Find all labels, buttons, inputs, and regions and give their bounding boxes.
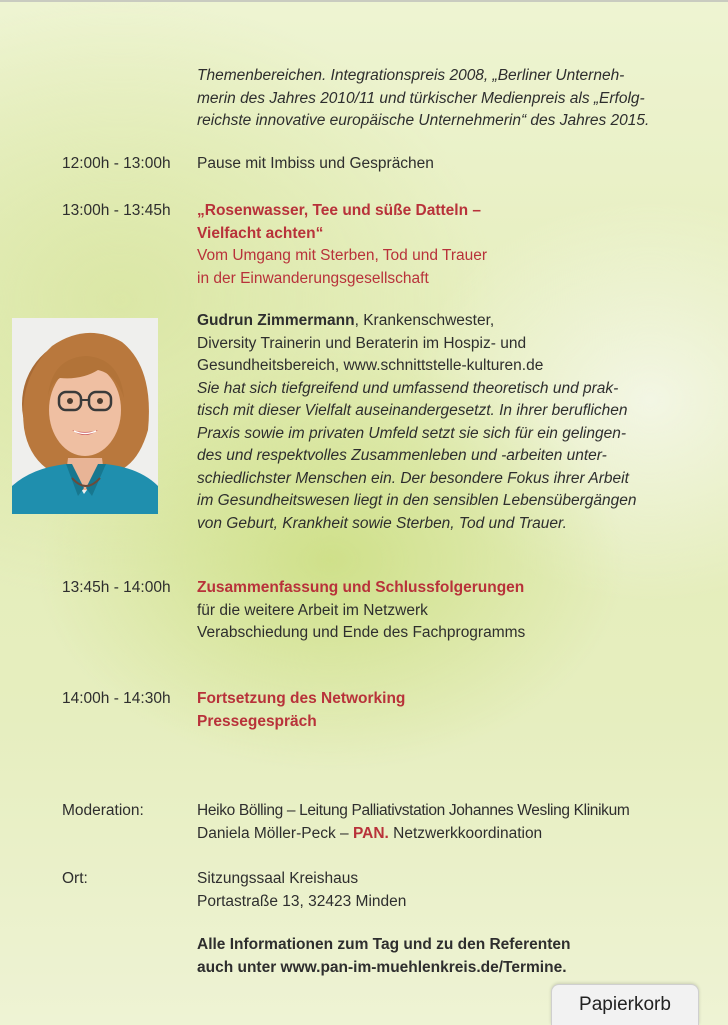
ort-label: Ort: (62, 870, 88, 887)
intro-line: Themenbereichen. Integrationspreis 2008, „Berliner Unterneh- (197, 67, 625, 84)
speaker-portrait (12, 318, 158, 514)
trash-button[interactable]: Papierkorb (551, 984, 699, 1025)
moderation-line-2 (197, 823, 707, 846)
talk-subtitle-line: in der Einwanderungsgesellschaft (197, 269, 429, 287)
top-border (0, 0, 728, 2)
summary-time: 13:45h - 14:00h (62, 579, 171, 596)
pause-text: Pause mit Imbiss und Gesprächen (197, 155, 434, 172)
bio-line: von Geburt, Krankheit sowie Sterben, Tod und Trauer. (197, 514, 567, 532)
intro-line: reichste innovative europäische Unternehmerin“ des Jahres 2015. (197, 112, 650, 129)
moderation-block (197, 800, 707, 845)
moderation-label: Moderation: (62, 802, 144, 819)
moderation-role: Netzwerkkoordination (388, 824, 543, 842)
bio-line: Praxis sowie im privaten Umfeld setzt sie sich für ein gelingen- (197, 424, 627, 442)
bio-line: schiedlichster Menschen ein. Der besondere Fokus ihrer Arbeit (197, 469, 629, 487)
intro-line: merin des Jahres 2010/11 und türkischer Medienpreis als „Erfolg- (197, 89, 645, 107)
ort-block (197, 868, 687, 913)
summary-line: für die weitere Arbeit im Netzwerk (197, 601, 428, 619)
intro-paragraph (197, 65, 687, 133)
bio-line: Sie hat sich tiefgreifend und umfassend theoretisch und prak- (197, 379, 619, 397)
speaker-block (197, 310, 687, 535)
ort-line: Sitzungssaal Kreishaus (197, 870, 359, 887)
networking-title-line: Pressegespräch (197, 712, 317, 730)
bio-line: im Gesundheitswesen liegt in den sensiblen Lebensübergängen (197, 492, 637, 509)
networking-time: 14:00h - 14:30h (62, 690, 171, 707)
ort-line: Portastraße 13, 32423 Minden (197, 892, 407, 910)
networking-block (197, 688, 687, 733)
talk-subtitle-line: Vom Umgang mit Sterben, Tod und Trauer (197, 247, 488, 264)
speaker-heading (197, 310, 687, 333)
speaker-portrait-image (12, 318, 158, 514)
info-line: Alle Informationen zum Tag und zu den Referenten (197, 936, 571, 953)
talk-time: 13:00h - 13:45h (62, 202, 171, 219)
summary-line: Verabschiedung und Ende des Fachprogramms (197, 624, 526, 641)
bio-line: tisch mit dieser Vielfalt auseinandergesetzt. In ihrer beruflichen (197, 402, 628, 419)
summary-title: Zusammenfassung und Schlussfolgerungen (197, 579, 525, 596)
moderation-line: Heiko Bölling – Leitung Palliativstation Johannes Wesling Klinikum (197, 802, 630, 819)
speaker-role: , Krankenschwester, (354, 312, 495, 329)
speaker-name: Gudrun Zimmermann (197, 312, 355, 329)
info-block (197, 934, 687, 979)
info-line: auch unter www.pan-im-muehlenkreis.de/Termine. (197, 958, 567, 976)
summary-block (197, 577, 687, 645)
speaker-line: Gesundheitsbereich, www.schnittstelle-kulturen.de (197, 357, 544, 374)
moderation-name: Daniela Möller-Peck – (197, 824, 353, 842)
networking-title-line: Fortsetzung des Networking (197, 690, 406, 707)
talk-title-line: Vielfacht achten“ (197, 224, 324, 242)
bio-line: des und respektvolles Zusammenleben und -arbeiten unter- (197, 447, 607, 464)
pan-brand: PAN. (352, 824, 389, 842)
talk-block (197, 200, 687, 290)
speaker-line: Diversity Trainerin und Beraterin im Hospiz- und (197, 334, 527, 352)
talk-title-line: „Rosenwasser, Tee und süße Datteln – (197, 202, 481, 219)
pause-time: 12:00h - 13:00h (62, 155, 171, 172)
